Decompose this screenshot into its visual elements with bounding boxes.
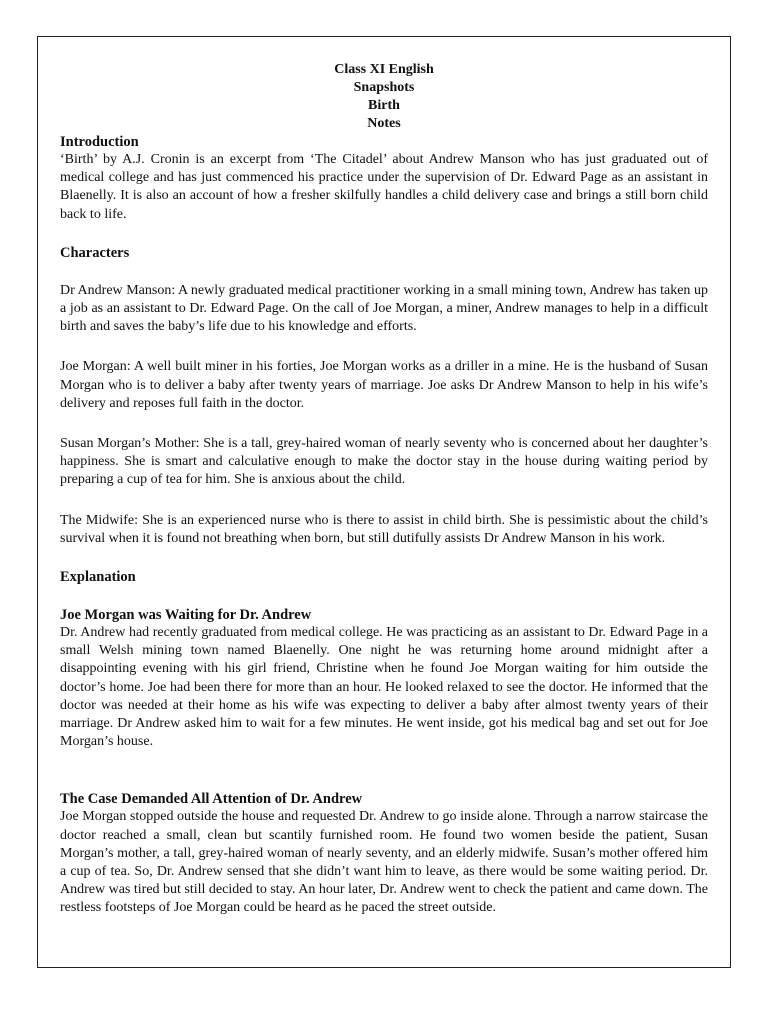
title-line-chapter: Birth (368, 98, 400, 113)
document-body (60, 61, 708, 918)
explanation-heading: Explanation (60, 569, 136, 586)
title-line-book: Snapshots (353, 80, 415, 95)
introduction-paragraph: ‘Birth’ by A.J. Cronin is an excerpt from ‘The Citadel’ about Andrew Manson who has just graduated out of medical college and has just commenced his practice under the supervision of Dr. Edward Page as an assistant in Blaenelly. It is also an account of how a fresher skilfully handles a child delivery case and brings a still born child back to life. (60, 152, 708, 222)
character-midwife: The Midwife: She is an experienced nurse who is there to assist in child birth. She is pessimistic about the child’s survival when it is found not breathing when born, but still dutifully assists Dr Andrew Manson in his work. (60, 512, 708, 546)
section-paragraph-waiting: Dr. Andrew had recently graduated from medical college. He was practicing as an assistant to Dr. Edward Page in a small Welsh mining town named Blaenelly. One night he was returning home around midnight after a disappointing evening with his girl friend, Christine when he found Joe Morgan waiting for him outside the doctor’s home. Joe had been there for more than an hour. He looked relaxed to see the doctor. He informed that the doctor was needed at their home as his wife was expecting to deliver a baby after almost twenty years of their marriage. Dr Andrew asked him to wait for a few minutes. He went inside, got his medical bag and set out for Joe Morgan’s house. (60, 625, 708, 750)
section-paragraph-case: Joe Morgan stopped outside the house and requested Dr. Andrew to go inside alone. Through a narrow staircase the doctor reached a small, clean but scantily furnished room. He found two women beside the patient, Susan Morgan’s mother, a tall, grey-haired woman of nearly seventy, and an elderly midwife. Susan’s mother offered him a cup of tea. So, Dr. Andrew sensed that she didn’t want him to leave, as there would be some waiting period. Dr. Andrew was tired but still decided to stay. An hour later, Dr. Andrew went to check the patient and came down. The restless footsteps of Joe Morgan could be heard as he paced the street outside. (60, 809, 708, 916)
characters-heading: Characters (60, 244, 130, 261)
character-andrew-manson: Dr Andrew Manson: A newly graduated medical practitioner working in a small mining town, Andrew has taken up a job as an assistant to Dr. Edward Page. On the call of Joe Morgan, a miner, Andrew manages to help in a difficult birth and saves the baby’s life due to his knowledge and efforts. (60, 282, 708, 335)
character-joe-morgan: Joe Morgan: A well built miner in his forties, Joe Morgan works as a driller in a mine. He is the husband of Susan Morgan who is to deliver a baby after twenty years of marriage. Joe asks Dr Andrew Manson to help in his wife’s delivery and reposes full faith in the doctor. (60, 359, 708, 411)
introduction-heading: Introduction (60, 134, 139, 150)
document-title (60, 61, 708, 133)
character-susan-mother: Susan Morgan’s Mother: She is a tall, grey-haired woman of nearly seventy who is concerned about her daughter’s happiness. She is smart and calculative enough to make the doctor stay in the house during waiting period by preparing a cup of tea for him. She is anxious about the child. (60, 436, 708, 488)
section-heading-waiting: Joe Morgan was Waiting for Dr. Andrew (60, 607, 312, 624)
title-line-class: Class XI English (334, 62, 434, 77)
section-heading-case: The Case Demanded All Attention of Dr. Andrew (60, 791, 363, 808)
title-line-notes: Notes (367, 116, 401, 131)
